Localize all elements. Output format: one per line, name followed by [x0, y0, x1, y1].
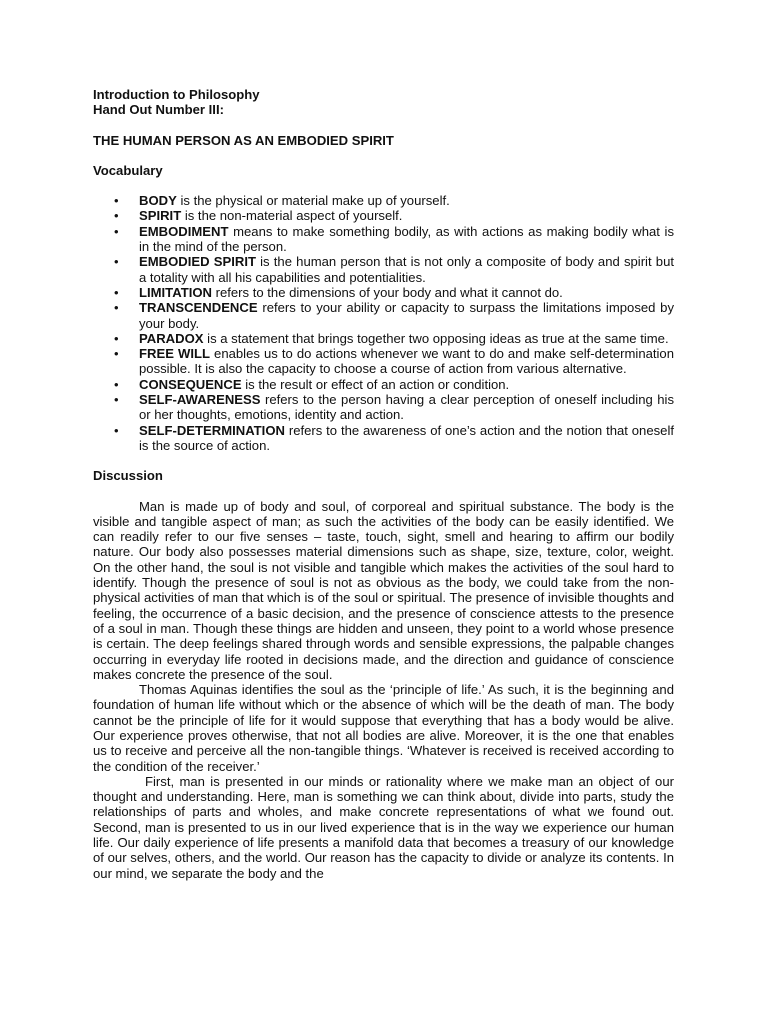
handout-number: Hand Out Number III: [93, 102, 224, 118]
vocab-item-self-determination [114, 422, 674, 454]
bullet-icon: • [114, 422, 119, 438]
bullet-icon: • [114, 376, 119, 392]
bullet-icon: • [114, 330, 119, 346]
vocab-term: SELF-DETERMINATION [139, 422, 285, 438]
vocab-item-spirit [114, 208, 674, 224]
vocab-definition: refers to the person having a clear perception of oneself including his or her thoughts, emotions, identity and action. [139, 392, 674, 423]
bullet-icon: • [114, 300, 119, 316]
vocabulary-heading: Vocabulary [93, 162, 163, 178]
vocab-definition: enables us to do actions whenever we want to do and make self-determination possible. It is also the capacity to choose a course of action from various alternative. [139, 346, 674, 377]
vocab-definition: refers to the dimensions of your body and what it cannot do. [211, 284, 563, 300]
document-page [93, 87, 674, 881]
bullet-icon: • [114, 208, 119, 224]
vocab-item-embodied-spirit [114, 254, 674, 285]
vocab-term: PARADOX [139, 330, 204, 346]
vocab-item-transcendence [114, 300, 674, 331]
course-title: Introduction to Philosophy [93, 87, 260, 102]
vocab-definition: refers to your ability or capacity to surpass the limitations imposed by your body. [139, 300, 674, 331]
vocab-definition: refers to the awareness of one’s action and the notion that oneself is the source of action. [139, 422, 674, 453]
vocab-definition: is a statement that brings together two opposing ideas as true at the same time. [203, 330, 669, 346]
page-title: THE HUMAN PERSON AS AN EMBODIED SPIRIT [93, 132, 394, 148]
vocabulary-list [93, 193, 674, 453]
vocab-term: SELF-AWARENESS [139, 392, 261, 408]
vocab-definition: is the physical or material make up of yourself. [176, 193, 450, 209]
vocab-definition: is the result or effect of an action or condition. [241, 376, 510, 392]
bullet-icon: • [114, 284, 119, 300]
vocab-term: LIMITATION [139, 284, 212, 300]
bullet-icon: • [114, 193, 119, 209]
vocab-definition: means to make something bodily, as with actions as making bodily what is in the mind of the person. [139, 223, 674, 255]
vocab-item-limitation [114, 284, 674, 300]
bullet-icon: • [114, 392, 119, 408]
vocab-term: CONSEQUENCE [139, 376, 242, 392]
vocab-item-self-awareness [114, 392, 674, 423]
bullet-icon: • [114, 346, 119, 362]
discussion-paragraph: Thomas Aquinas identifies the soul as the ‘principle of life.’ As such, it is the beginning and foundation of human life without which or the absence of which will be the death of man. The body cannot be the principle of life for it would suppose that everything that has a body would be alive. Our experience proves otherwise, that not all bodies are alive. Moreover, it is the one that enables us to receive and perceive all the non-tangible things. ‘Whatever is received is received according to the condition of the receiver.’ [93, 682, 674, 774]
vocab-item-consequence [114, 376, 674, 392]
vocab-term: TRANSCENDENCE [139, 300, 258, 316]
vocab-term: FREE WILL [139, 346, 210, 362]
vocab-term: EMBODIED SPIRIT [139, 254, 256, 270]
vocab-definition: is the human person that is not only a composite of body and spirit but a totality with all his capabilities and potentialities. [139, 254, 674, 285]
vocab-term: BODY [139, 193, 177, 209]
vocab-item-body [114, 193, 674, 209]
vocab-definition: is the non-material aspect of yourself. [181, 208, 403, 224]
bullet-icon: • [114, 254, 119, 270]
bullet-icon: • [114, 223, 119, 239]
discussion-heading: Discussion [93, 468, 163, 484]
discussion-body [93, 499, 674, 881]
vocab-term: SPIRIT [139, 208, 182, 224]
vocab-item-free-will [114, 346, 674, 377]
discussion-paragraph: Man is made up of body and soul, of corporeal and spiritual substance. The body is the visible and tangible aspect of man; as such the activities of the body can be easily identified. We can readily refer to our five senses – taste, touch, sight, smell and hearing to affirm our bodily nature. Our body also possesses material dimensions such as shape, size, texture, color, weight. On the other hand, the soul is not visible and tangible which makes the activities of the soul hard to identify. Though the presence of soul is not as obvious as the body, we could take from the non-physical activities of man that which is of the soul or spiritual. The presence of invisible thoughts and feeling, the occurrence of a basic decision, and the presence of conscience attests to the presence of a soul in man. Though these things are hidden and unseen, they point to a world whose presence is certain. The deep feelings shared through words and sensible expressions, the palpable changes occurring in everyday life rooted in decisions made, and the direction and guidance of conscience makes concrete the presence of the soul. [93, 498, 674, 682]
vocab-item-paradox [114, 330, 674, 346]
vocab-term: EMBODIMENT [139, 223, 229, 239]
discussion-paragraph: First, man is presented in our minds or rationality where we make man an object of our thought and understanding. Here, man is something we can think about, divide into parts, study the relationships of parts and wholes, and make concrete representations of what we found out. Second, man is presented to us in our lived experience that is in the way we experience our human life. Our daily experience of life presents a manifold data that becomes a treasury of our knowledge of our selves, others, and the world. Our reason has the capacity to divide or analyze its contents. In our mind, we separate the body and the [93, 773, 674, 881]
vocab-item-embodiment [114, 223, 674, 255]
